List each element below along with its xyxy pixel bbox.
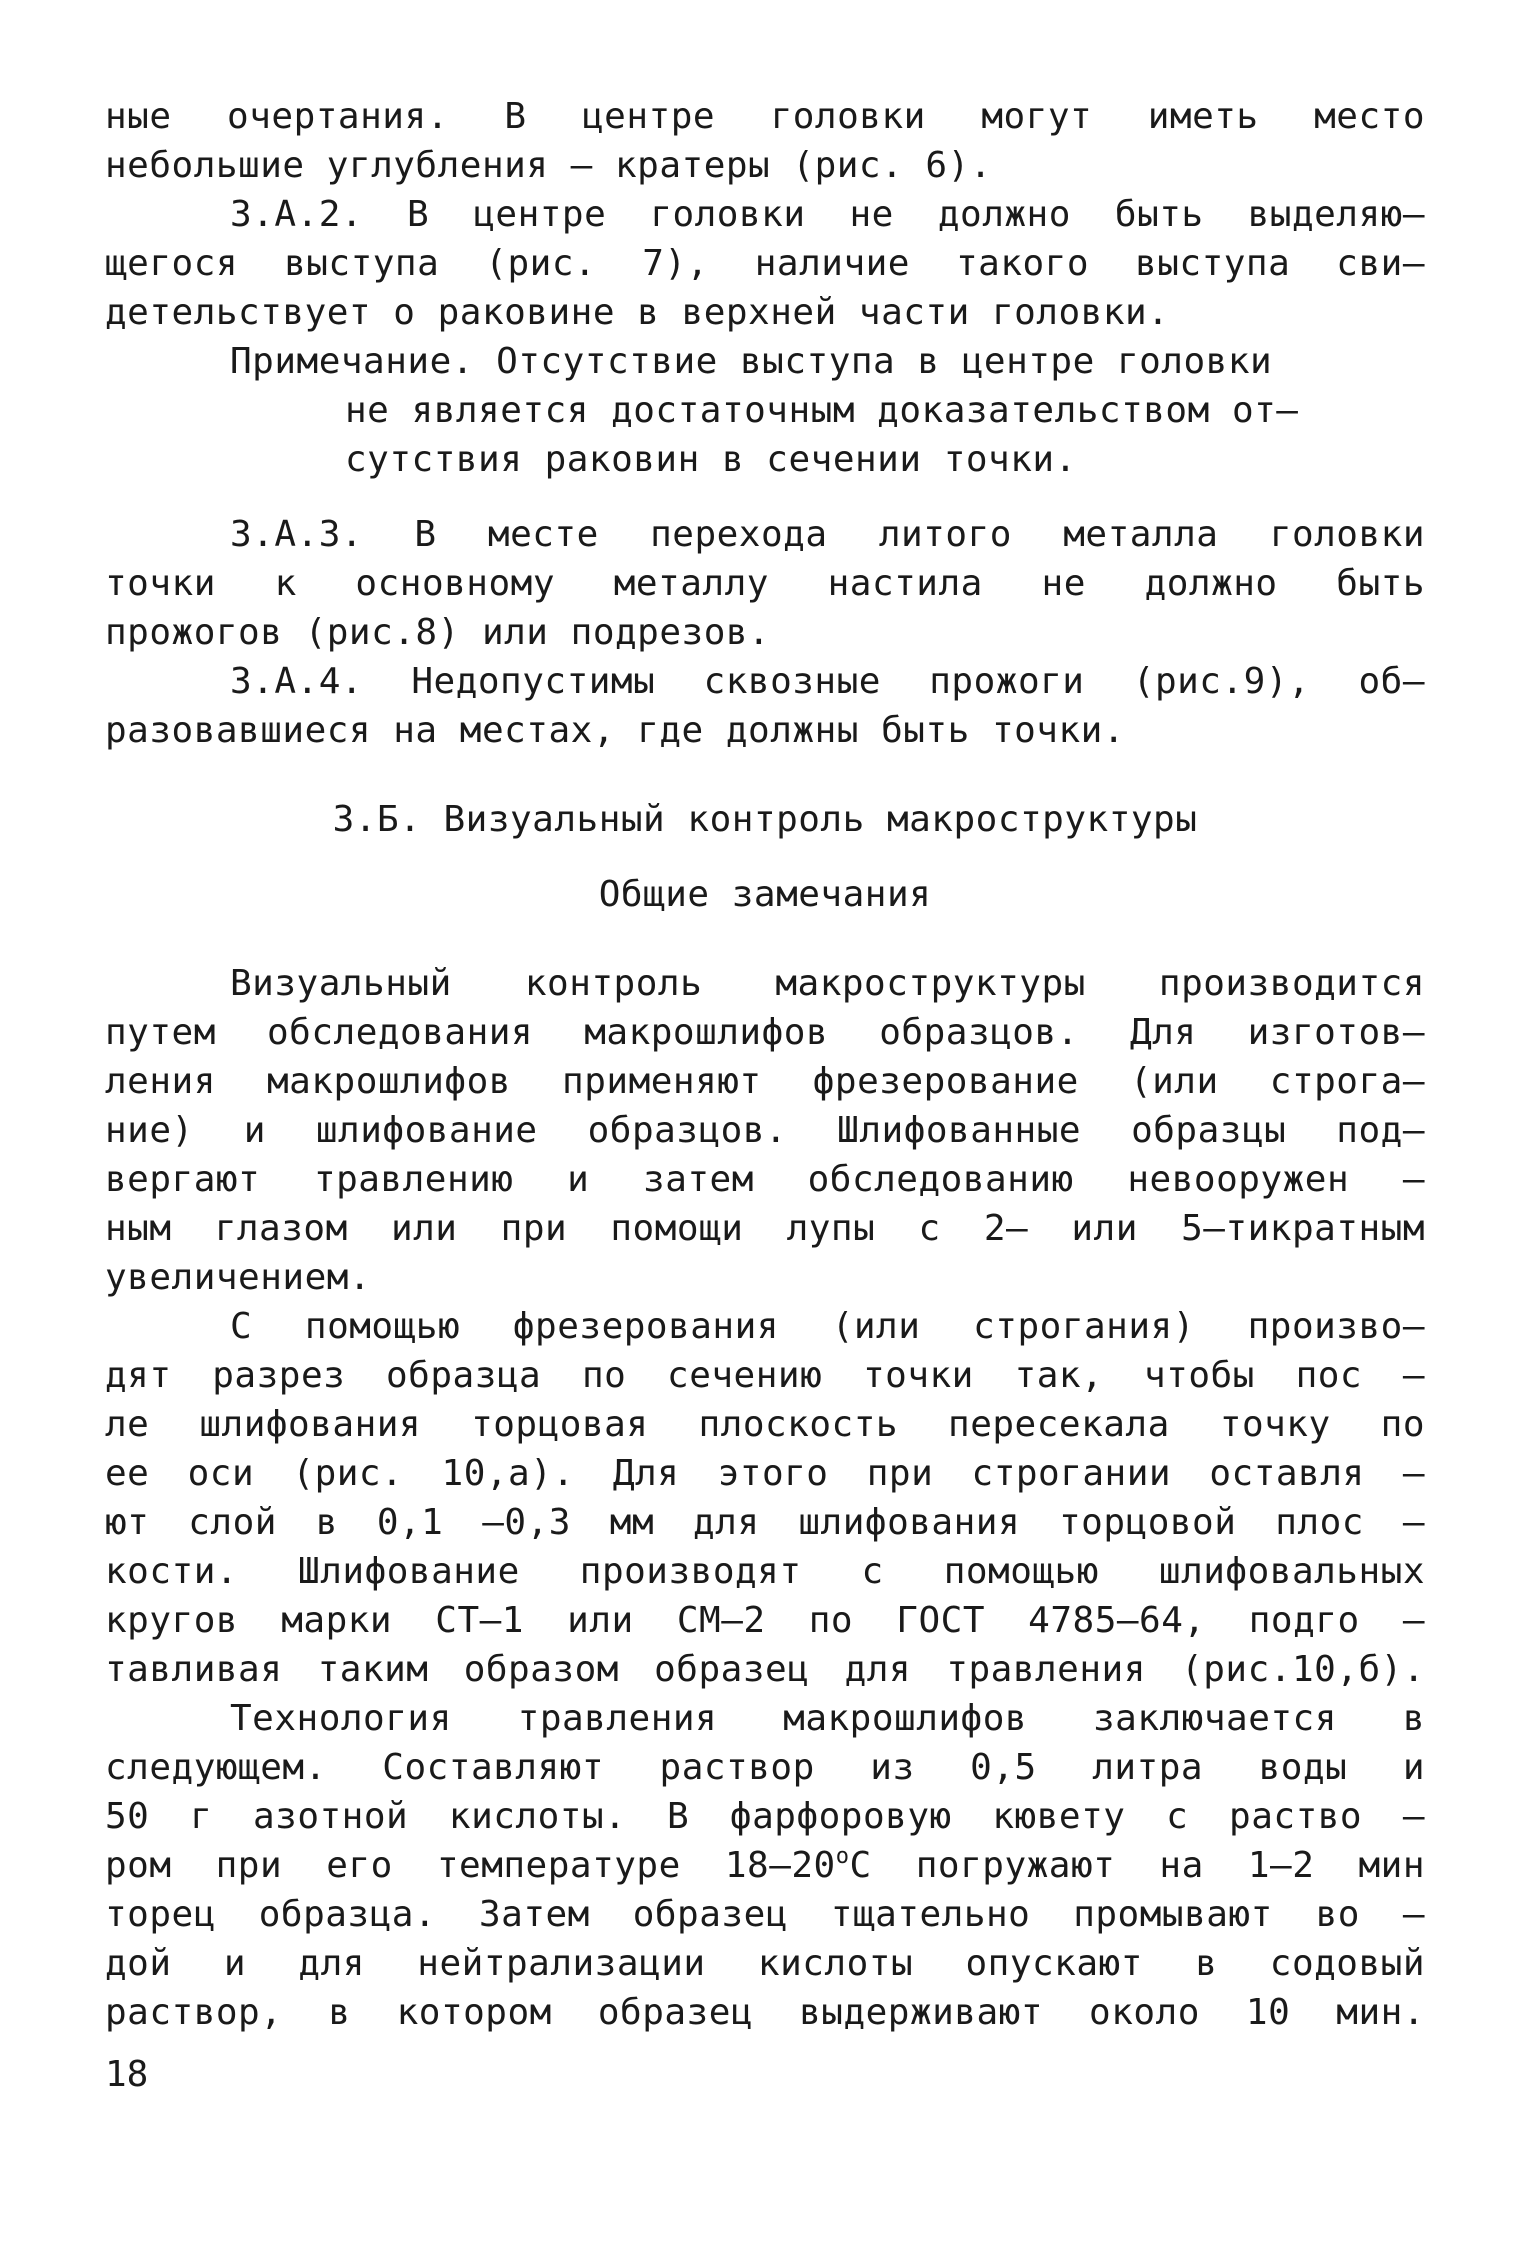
text-line: Визуальный контроль макроструктуры производится: [230, 963, 1425, 1004]
temp-before: ром при его температуре 18–20: [105, 1845, 836, 1886]
text-line: ные очертания. В центре головки могут иметь место: [105, 96, 1425, 137]
text-line: детельствует о раковине в верхней части головки.: [105, 292, 1170, 333]
text-line-temperature: [105, 1841, 1425, 1890]
text-line: ют слой в 0,1 –0,3 мм для шлифования торцовой плос –: [105, 1502, 1425, 1543]
note-line: не является достаточным доказательством от–: [345, 390, 1299, 431]
text-line: дят разрез образца по сечению точки так, чтобы пос –: [105, 1355, 1425, 1396]
text-line: 50 г азотной кислоты. В фарфоровую кювету с раство –: [105, 1796, 1425, 1837]
text-line: ления макрошлифов применяют фрезерование (или строга–: [105, 1061, 1425, 1102]
text-line: Технология травления макрошлифов заключается в: [230, 1698, 1425, 1739]
temp-after: С погружают на 1–2 мин: [849, 1845, 1425, 1886]
text-line: дой и для нейтрализации кислоты опускают в содовый: [105, 1943, 1425, 1984]
text-line: 3.А.4. Недопустимы сквозные прожоги (рис.9), об–: [230, 661, 1425, 702]
text-line: разовавшиеся на местах, где должны быть точки.: [105, 710, 1125, 751]
text-line: кругов марки СТ–1 или СМ–2 по ГОСТ 4785–64, подго –: [105, 1600, 1425, 1641]
note-line: сутствия раковин в сечении точки.: [345, 439, 1077, 480]
section-heading: 3.Б. Визуальный контроль макроструктуры: [332, 799, 1198, 840]
text-line: кости. Шлифование производят с помощью шлифовальных: [105, 1551, 1425, 1592]
degree-mark: о: [835, 1844, 850, 1869]
note-line: Примечание. Отсутствие выступа в центре головки: [230, 341, 1273, 382]
page-number: 18: [105, 2054, 149, 2095]
text-line: небольшие углубления – кратеры (рис. 6).: [105, 145, 992, 186]
text-line: С помощью фрезерования (или строгания) произво–: [230, 1306, 1425, 1347]
text-line: следующем. Составляют раствор из 0,5 литра воды и: [105, 1747, 1425, 1788]
text-line: ние) и шлифование образцов. Шлифованные образцы под–: [105, 1110, 1425, 1151]
text-line: ным глазом или при помощи лупы с 2– или 5–тикратным: [105, 1208, 1425, 1249]
page-body: [105, 92, 1425, 2037]
text-line: ее оси (рис. 10,а). Для этого при строгании оставля –: [105, 1453, 1425, 1494]
text-line: прожогов (рис.8) или подрезов.: [105, 612, 771, 653]
text-line: ле шлифования торцовая плоскость пересекала точку по: [105, 1404, 1425, 1445]
text-line: тавливая таким образом образец для травления (рис.10,б).: [105, 1649, 1425, 1690]
text-line: увеличением.: [105, 1257, 372, 1298]
text-line: путем обследования макрошлифов образцов. Для изготов–: [105, 1012, 1425, 1053]
text-line: торец образца. Затем образец тщательно промывают во –: [105, 1894, 1425, 1935]
text-line: точки к основному металлу настила не должно быть: [105, 563, 1425, 604]
text-line: раствор, в котором образец выдерживают около 10 мин.: [105, 1992, 1425, 2033]
section-subheading: Общие замечания: [598, 874, 932, 915]
text-line: 3.А.3. В месте перехода литого металла головки: [230, 514, 1425, 555]
text-line: вергают травлению и затем обследованию невооружен –: [105, 1159, 1425, 1200]
text-line: 3.А.2. В центре головки не должно быть выделяю–: [230, 194, 1425, 235]
text-line: щегося выступа (рис. 7), наличие такого выступа сви–: [105, 243, 1425, 284]
